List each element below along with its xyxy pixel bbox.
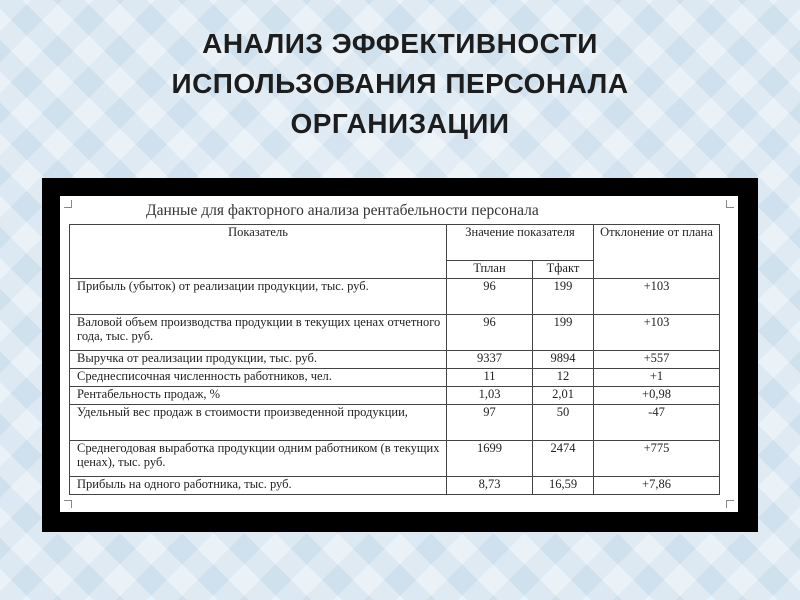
plan-value: 11 [447,369,533,387]
header-value-group: Значение показателя [447,225,594,261]
deviation-value: +0,98 [594,387,720,405]
header-plan: Тплан [447,261,533,279]
plan-value: 8,73 [447,477,533,495]
plan-value: 1699 [447,441,533,477]
plan-value: 96 [447,315,533,351]
data-table [69,224,720,495]
slide-title-line-3: ОРГАНИЗАЦИИ [290,108,510,139]
header-indicator: Показатель [70,225,447,279]
table-image [60,196,738,512]
plan-value: 96 [447,279,533,315]
plan-value: 9337 [447,351,533,369]
crop-mark [726,500,734,508]
deviation-value: +1 [594,369,720,387]
row-label: Прибыль (убыток) от реализации продукции, тыс. руб. [70,279,447,315]
table-caption: Данные для факторного анализа рентабельности персонала [146,202,539,219]
deviation-value: +7,86 [594,477,720,495]
header-row [70,225,720,261]
table-row [70,441,720,477]
table-row [70,405,720,441]
fact-value: 50 [533,405,594,441]
table-row [70,315,720,351]
plan-value: 1,03 [447,387,533,405]
crop-mark [64,200,72,208]
fact-value: 2474 [533,441,594,477]
deviation-value: +103 [594,279,720,315]
row-label: Рентабельность продаж, % [70,387,447,405]
fact-value: 2,01 [533,387,594,405]
header-deviation: Отклонение от плана [594,225,720,279]
row-label: Среднесписочная численность работников, чел. [70,369,447,387]
table-row [70,477,720,495]
fact-value: 16,59 [533,477,594,495]
header-fact: Тфакт [533,261,594,279]
fact-value: 199 [533,315,594,351]
row-label: Среднегодовая выработка продукции одним работником (в текущих ценах), тыс. руб. [70,441,447,477]
row-label: Выручка от реализации продукции, тыс. руб. [70,351,447,369]
row-label: Прибыль на одного работника, тыс. руб. [70,477,447,495]
table-row [70,387,720,405]
deviation-value: +103 [594,315,720,351]
crop-mark [64,500,72,508]
table-row [70,369,720,387]
table-row [70,279,720,315]
row-label: Валовой объем производства продукции в текущих ценах отчетного года, тыс. руб. [70,315,447,351]
row-label: Удельный вес продаж в стоимости произведенной продукции, [70,405,447,441]
deviation-value: +775 [594,441,720,477]
plan-value: 97 [447,405,533,441]
deviation-value: -47 [594,405,720,441]
fact-value: 199 [533,279,594,315]
slide-title [0,24,800,144]
slide-title-line-1: АНАЛИЗ ЭФФЕКТИВНОСТИ [202,28,598,59]
crop-mark [726,200,734,208]
fact-value: 12 [533,369,594,387]
fact-value: 9894 [533,351,594,369]
table-row [70,351,720,369]
deviation-value: +557 [594,351,720,369]
slide-title-line-2: ИСПОЛЬЗОВАНИЯ ПЕРСОНАЛА [171,68,629,99]
